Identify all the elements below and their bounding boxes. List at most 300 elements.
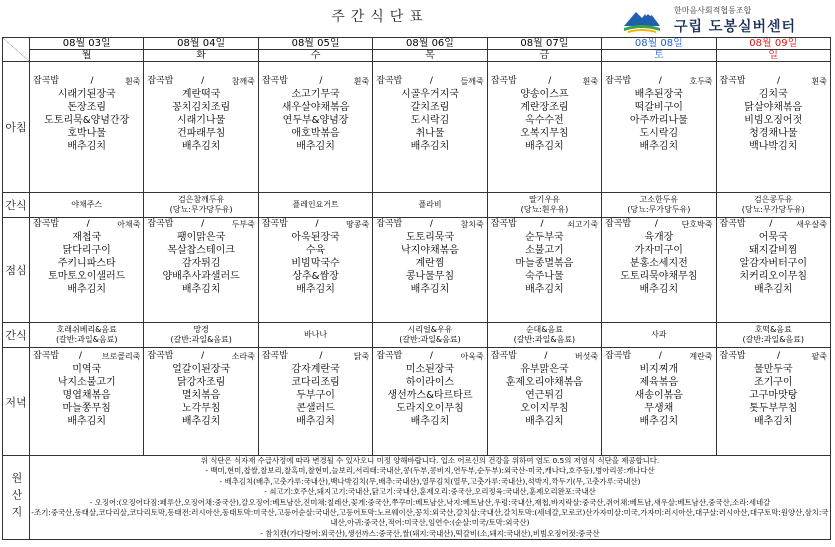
porridge-type: 참깨죽: [231, 77, 255, 86]
dish-item: 아주까리나물: [629, 115, 688, 126]
dish-item: 새우살야채볶음: [281, 102, 350, 113]
snack1-cell-thu: 플라비: [373, 193, 487, 218]
empty-line: [602, 309, 715, 322]
empty-line: [717, 153, 830, 166]
lunch-menu: [717, 218, 830, 322]
rice-separator: /: [777, 76, 781, 86]
dinner-menu: [259, 350, 372, 454]
porridge-type: 쇠고기죽: [567, 220, 599, 229]
snack-name: 딸기우유: [528, 195, 560, 204]
breakfast-cell-thu: [373, 62, 487, 193]
weekday-mon: 월: [30, 50, 144, 62]
dish-item: 계란떡국: [181, 89, 221, 100]
dish-item: 상추&쌈장: [292, 271, 339, 282]
lunch-cell-sun: [716, 218, 830, 323]
notes-line: - 배추김치(배추,고춧가루:국내산),백나박김치(무,배추:국내산),열무김치(열무,고춧가루:국내산),석박지,깍두기(무,고춧가루:국내산): [219, 476, 641, 486]
snack2-cell-mon: [30, 323, 144, 348]
porridge-type: 단호박죽: [681, 220, 713, 229]
empty-line: [602, 428, 715, 441]
dish-item: 육개장: [644, 232, 674, 243]
dish-item: 낙지소불고기: [57, 376, 116, 388]
snack-alt: (당뇨:흰우유): [520, 205, 569, 214]
date-wed: 08월 05일: [258, 38, 372, 50]
dish-item: 배추김치: [410, 284, 450, 295]
porridge-type: 참치죽: [460, 220, 484, 229]
empty-line: [717, 428, 830, 441]
breakfast-cell-wed: [258, 62, 372, 193]
dish-item: 배추김치: [639, 141, 679, 152]
rice-separator: /: [540, 219, 544, 229]
rice-type: 잡곡밥: [261, 350, 288, 361]
rice-porridge-line: [144, 75, 257, 88]
empty-line: [144, 166, 257, 179]
rice-porridge-line: [30, 350, 143, 363]
rice-type: 잡곡밥: [33, 350, 60, 361]
snack-alt: (갈반:과일&음료): [55, 335, 118, 344]
porridge-type: 들깨죽: [460, 77, 484, 86]
dish-item: 배추김치: [67, 141, 107, 152]
snack1-cell-tue: [144, 193, 258, 218]
dish-item: 무생채: [644, 402, 674, 414]
rice-separator: /: [90, 76, 94, 86]
porridge-type: 계란죽: [689, 351, 713, 361]
dish-item: 도시락김: [639, 128, 679, 139]
rice-porridge-line: [259, 218, 372, 231]
snack-alt: (갈반:과일&음료): [399, 335, 461, 344]
snack1-cell-mon: 야채주스: [30, 193, 144, 218]
rice-porridge-line: [30, 75, 143, 88]
dish-item: 소불고기: [525, 245, 564, 256]
empty-line: [373, 441, 486, 454]
dish-item: 배추김치: [639, 284, 679, 295]
empty-line: [259, 153, 372, 166]
snack-alt: (당뇨:무가당두유): [169, 205, 233, 214]
lunch-menu: [488, 218, 601, 322]
rice-type: 잡곡밥: [490, 350, 517, 361]
dish-item: 재첩국: [72, 232, 102, 243]
dish-item: 주키니파스타: [57, 258, 116, 269]
notes-line: 위 식단은 식자재 수급사정에 따라 변경될 수 있사오니 미정 양해바랍니다. 입소 어르신의 건강을 위하여 염도 0.5의 저염식 식단을 제공합니다.: [200, 456, 660, 465]
dish-item: 배추김치: [410, 141, 450, 152]
empty-line: [488, 441, 601, 454]
empty-line: [717, 296, 830, 309]
dinner-cell-thu: [373, 348, 487, 456]
rice-porridge-line: [602, 218, 715, 231]
dish-item: 분홍소세지전: [629, 258, 688, 269]
dish-item: 김치국: [758, 89, 788, 100]
empty-line: [30, 309, 143, 322]
empty-line: [488, 296, 601, 309]
snack-alt: (갈반:과일&음료): [513, 335, 576, 344]
rice-separator: /: [201, 350, 205, 361]
dish-item: 갈치조림: [410, 102, 450, 113]
snack-name: 순대&음료: [525, 325, 563, 334]
snack1-cell-sat: [602, 193, 716, 218]
dish-item: 감자계란국: [291, 363, 340, 375]
snack2-cell-tue: [144, 323, 258, 348]
logo-center-name: 구립 도봉실버센터: [674, 19, 797, 35]
empty-line: [30, 296, 143, 309]
empty-line: [259, 441, 372, 454]
empty-line: [144, 309, 257, 322]
dish-item: 닭다리구이: [62, 245, 111, 256]
snack1-cell-fri: [487, 193, 601, 218]
empty-line: [602, 153, 715, 166]
rice-separator: /: [429, 350, 433, 361]
porridge-type: 땅콩죽: [346, 220, 370, 229]
rice-type: 잡곡밥: [33, 76, 60, 86]
center-logo: [622, 4, 832, 36]
row-label-lunch: 점심: [3, 218, 30, 323]
rice-porridge-line: [602, 350, 715, 363]
dish-item: 오이지무침: [520, 402, 569, 414]
rice-porridge-line: [488, 75, 601, 88]
breakfast-cell-tue: [144, 62, 258, 193]
snack-name: 검은참깨두유: [177, 195, 225, 204]
dinner-menu: [488, 350, 601, 454]
empty-line: [373, 166, 486, 179]
breakfast-menu: [373, 75, 486, 179]
empty-line: [144, 428, 257, 441]
dish-item: 도라지오이무침: [396, 402, 464, 414]
lunch-menu: [30, 218, 143, 322]
breakfast-menu: [717, 75, 830, 179]
dish-item: 배추김치: [181, 415, 221, 427]
dish-item: 배추김치: [753, 284, 793, 295]
lunch-menu: [373, 218, 486, 322]
dish-item: 시골우거지국: [400, 89, 459, 100]
rice-porridge-line: [144, 218, 257, 231]
rice-separator: /: [315, 219, 319, 229]
dish-item: 콘샐러드: [296, 402, 335, 414]
dish-item: 배추김치: [67, 284, 107, 295]
breakfast-menu: [30, 75, 143, 179]
logo-organization: 한마음사회적협동조합: [674, 6, 752, 15]
porridge-type: 브로콜리죽: [101, 351, 141, 361]
origin-notes: [30, 456, 831, 540]
dish-item: 시래기된장국: [57, 89, 116, 100]
rice-separator: /: [201, 76, 205, 86]
lunch-cell-mon: [30, 218, 144, 323]
weekday-sat: 토: [602, 50, 716, 62]
snack-name: 호떡&음료: [754, 325, 792, 334]
dish-item: 떡갈비구이: [634, 102, 683, 113]
dish-item: 비지찌개: [639, 363, 679, 375]
rice-type: 잡곡밥: [147, 350, 174, 361]
snack-alt: (갈반:과일&음료): [170, 335, 232, 344]
dish-item: 숙주나물: [525, 271, 564, 282]
dish-item: 소고기무국: [291, 89, 340, 100]
dish-item: 얼갈이된장국: [172, 363, 231, 375]
dish-item: 노각무침: [181, 402, 221, 414]
rice-type: 잡곡밥: [719, 76, 746, 86]
rice-porridge-line: [373, 218, 486, 231]
empty-line: [717, 309, 830, 322]
empty-line: [259, 296, 372, 309]
dish-item: 취나물: [415, 128, 445, 139]
dish-item: 유부맑은국: [520, 363, 569, 375]
lunch-cell-sat: [602, 218, 716, 323]
snack2-cell-fri: [487, 323, 601, 348]
rice-type: 잡곡밥: [376, 219, 403, 229]
dish-item: 시래기나물: [176, 115, 226, 126]
dish-item: 어묵국: [758, 232, 788, 243]
snack-name: 망경: [193, 325, 209, 334]
snack2-cell-wed: 바나나: [258, 323, 372, 348]
porridge-type: 팥죽: [811, 351, 827, 361]
dinner-menu: [602, 350, 715, 454]
dish-item: 배추김치: [67, 415, 107, 427]
empty-line: [373, 296, 486, 309]
rice-porridge-line: [373, 75, 486, 88]
lunch-menu: [259, 218, 372, 322]
empty-line: [488, 428, 601, 441]
rice-type: 잡곡밥: [376, 350, 403, 361]
notes-line: - 백미,현미,찹쌀,찰보리,찰흑미,찰현미,늘보리,서리태:국내산,콩(두부,콩비지,연두부,순두부):외국산-미국,캐나다,호주등),병아리콩:캐나다산: [205, 466, 655, 476]
rice-type: 잡곡밥: [147, 76, 174, 86]
breakfast-cell-sat: [602, 62, 716, 193]
dish-item: 훈제오리야채볶음: [505, 376, 584, 388]
dish-item: 배추김치: [181, 284, 221, 295]
page-title: 주간식단표: [331, 9, 429, 25]
dish-item: 감자튀김: [181, 258, 221, 269]
dish-item: 비빔막국수: [291, 258, 340, 269]
rice-separator: /: [658, 76, 662, 86]
breakfast-menu: [144, 75, 257, 179]
dish-item: 미소된장국: [405, 363, 455, 375]
dish-item: 호박나물: [67, 128, 107, 139]
dish-item: 오복지무침: [520, 128, 569, 139]
rice-porridge-line: [373, 350, 486, 363]
dish-item: 꽁치김치조림: [172, 102, 231, 113]
dish-item: 비빔오징어젓: [744, 115, 803, 126]
dish-item: 토마토오이샐러드: [48, 271, 126, 282]
dinner-cell-tue: [144, 348, 258, 456]
dish-item: 계란찜: [415, 258, 445, 269]
dish-item: 도토리묵국: [405, 232, 455, 243]
dish-item: 닭강자조림: [176, 376, 226, 388]
date-mon: 08월 03일: [30, 38, 144, 50]
rice-porridge-line: [488, 218, 601, 231]
rice-separator: /: [429, 76, 433, 86]
empty-line: [30, 166, 143, 179]
dish-item: 팽이맑은국: [176, 232, 226, 243]
rice-type: 잡곡밥: [605, 76, 632, 86]
weekday-wed: 수: [258, 50, 372, 62]
row-label-snack-afternoon: 간식: [3, 323, 30, 348]
porridge-type: 아욱죽: [460, 351, 484, 361]
snack-alt: (당뇨:무가당두유): [741, 205, 805, 214]
rice-separator: /: [548, 76, 552, 86]
snack2-cell-sat: 사과: [602, 323, 716, 348]
rice-porridge-line: [717, 218, 830, 231]
porridge-type: 두부죽: [231, 220, 255, 229]
rice-porridge-line: [602, 75, 715, 88]
dinner-menu: [30, 350, 143, 454]
porridge-type: 흰죽: [353, 77, 370, 86]
dish-item: 조기구이: [753, 376, 793, 388]
dish-item: 배추김치: [296, 415, 335, 427]
lunch-cell-tue: [144, 218, 258, 323]
empty-line: [30, 428, 143, 441]
dinner-cell-mon: [30, 348, 144, 456]
dish-item: 코다리조림: [291, 376, 340, 388]
empty-line: [602, 441, 715, 454]
date-tue: 08월 04일: [144, 38, 258, 50]
rice-type: 잡곡밥: [147, 219, 174, 229]
dish-item: 도토리묵야채무침: [620, 271, 698, 282]
dish-item: 배추김치: [525, 141, 564, 152]
rice-separator: /: [86, 219, 90, 229]
snack-name: 검은콩두유: [753, 195, 793, 204]
snack-name: 시리얼&우유: [407, 325, 453, 334]
mountain-logo-icon: [622, 4, 662, 34]
dish-item: 양송이스프: [520, 89, 569, 100]
dinner-cell-sun: [716, 348, 830, 456]
dish-item: 배추김치: [753, 415, 793, 427]
dish-item: 배추김치: [296, 284, 335, 295]
empty-line: [259, 166, 372, 179]
empty-line: [259, 428, 372, 441]
dish-item: 배추김치: [410, 415, 450, 427]
dish-item: 양배추사과샐러드: [162, 271, 240, 282]
dish-item: 배추김치: [525, 284, 564, 295]
rice-type: 잡곡밥: [719, 219, 746, 229]
dish-item: 하이라이스: [405, 376, 455, 388]
dinner-cell-sat: [602, 348, 716, 456]
dish-item: 배추김치: [639, 415, 679, 427]
porridge-type: 소라죽: [231, 351, 255, 361]
porridge-type: 흰죽: [811, 77, 827, 86]
dish-item: 도시락김: [410, 115, 450, 126]
porridge-type: 닭죽: [353, 351, 370, 361]
dish-item: 닭살야채볶음: [744, 102, 803, 113]
dish-item: 물만두국: [753, 363, 793, 375]
dish-item: 순두부국: [525, 232, 564, 243]
empty-line: [259, 309, 372, 322]
breakfast-menu: [488, 75, 601, 179]
dinner-cell-wed: [258, 348, 372, 456]
dish-item: 낙지야채볶음: [400, 245, 459, 256]
empty-line: [144, 441, 257, 454]
row-label-dinner: 저녁: [3, 348, 30, 456]
dish-item: 마늘쫑무침: [62, 402, 111, 414]
dish-item: 도토리묵&양념간장: [44, 115, 130, 126]
weekday-sun: 일: [716, 50, 830, 62]
weekday-tue: 화: [144, 50, 258, 62]
rice-type: 잡곡밥: [261, 76, 288, 86]
snack2-cell-thu: [373, 323, 487, 348]
date-fri: 08월 07일: [487, 38, 601, 50]
dish-item: 새송이볶음: [634, 389, 683, 401]
empty-line: [373, 153, 486, 166]
weekday-fri: 금: [487, 50, 601, 62]
rice-separator: /: [769, 219, 773, 229]
rice-separator: /: [658, 350, 662, 361]
empty-line: [488, 166, 601, 179]
dish-item: 배추김치: [296, 141, 335, 152]
rice-porridge-line: [259, 350, 372, 363]
empty-line: [717, 441, 830, 454]
porridge-type: 흰죽: [582, 77, 599, 86]
rice-porridge-line: [717, 75, 830, 88]
rice-type: 잡곡밥: [490, 76, 517, 86]
breakfast-menu: [259, 75, 372, 179]
empty-line: [488, 309, 601, 322]
rice-separator: /: [319, 76, 323, 86]
breakfast-menu: [602, 75, 715, 179]
dinner-cell-fri: [487, 348, 601, 456]
rice-type: 잡곡밥: [605, 219, 632, 229]
breakfast-cell-fri: [487, 62, 601, 193]
dish-item: 아욱된장국: [291, 232, 340, 243]
empty-line: [602, 296, 715, 309]
snack2-cell-sun: [716, 323, 830, 348]
empty-line: [717, 166, 830, 179]
dish-item: 생선까스&타르타르: [387, 389, 473, 401]
dish-item: 배추김치: [525, 415, 564, 427]
rice-type: 잡곡밥: [490, 219, 517, 229]
notes-line: -조기:중국산,동태살,코다리살,코다리토막,동태전:러시아산,동태토막:미국산,고등어순살:국내산,고등어토막:노르웨이산,꽁치:외국산,갈치살:국내산,갈치토막:(세네갈,모로코)산가자미살:미국,가자미:러시아산,대구살:러시아산,대구토막:원양산,삼치:국내산,아귀:중국산,적어:미국산,임연수:(순살:미국/토막:외국산): [31, 508, 829, 528]
lunch-menu: [602, 218, 715, 322]
snack-alt: (당뇨:무가당두유): [627, 205, 691, 214]
lunch-cell-thu: [373, 218, 487, 323]
rice-type: 잡곡밥: [33, 219, 60, 229]
row-label-snack-morning: 간식: [3, 193, 30, 218]
empty-line: [373, 428, 486, 441]
dish-item: 치커리오이무침: [739, 271, 808, 282]
dish-item: 옥수수전: [525, 115, 564, 126]
dish-item: 계란장조림: [520, 102, 569, 113]
rice-porridge-line: [717, 350, 830, 363]
breakfast-cell-mon: [30, 62, 144, 193]
dish-item: 연근튀김: [525, 389, 564, 401]
snack1-cell-wed: 플레인요거트: [258, 193, 372, 218]
row-label-origin: 원산지: [3, 456, 30, 540]
dish-item: 가자미구이: [634, 245, 683, 256]
rice-type: 잡곡밥: [261, 219, 288, 229]
date-thu: 08월 06일: [373, 38, 487, 50]
dish-item: 콩나물무침: [405, 271, 455, 282]
rice-porridge-line: [30, 218, 143, 231]
rice-separator: /: [654, 219, 658, 229]
date-sun: 08월 09일: [716, 38, 830, 50]
dish-item: 명엽채볶음: [62, 389, 111, 401]
dish-item: 마늘종멸볶음: [515, 258, 574, 269]
dish-item: 청경채나물: [749, 128, 798, 139]
dish-item: 연두부&양념장: [282, 115, 349, 126]
empty-line: [30, 153, 143, 166]
rice-separator: /: [201, 219, 205, 229]
dinner-menu: [144, 350, 257, 454]
dish-item: 두부구이: [296, 389, 335, 401]
dish-item: 고구마맛탕: [749, 389, 798, 401]
notes-line: - 참치캔(가다랑어:외국산),생선까스:중국산,쌀(돼지:국내산),떡갈비(소,돼지:국내산),비빔오징어젓:중국산: [260, 528, 600, 538]
empty-line: [488, 153, 601, 166]
dish-item: 알감자버터구이: [739, 258, 808, 269]
dish-item: 돈장조림: [67, 102, 107, 113]
rice-type: 잡곡밥: [719, 350, 746, 361]
empty-line: [144, 296, 257, 309]
row-label-breakfast: 아침: [3, 62, 30, 193]
date-sat: 08월 08일: [602, 38, 716, 50]
dish-item: 톳두부무침: [749, 402, 798, 414]
dinner-menu: [373, 350, 486, 454]
porridge-type: 새우살죽: [796, 220, 827, 229]
notes-line: - 쇠고기:호주산,돼지고기:국내산,닭고기:국내산,훈제오리:중국산,오리정육:국내산,훈제오리완포:국내산: [264, 487, 596, 497]
snack1-cell-sun: [716, 193, 830, 218]
porridge-type: 아채죽: [117, 220, 141, 229]
